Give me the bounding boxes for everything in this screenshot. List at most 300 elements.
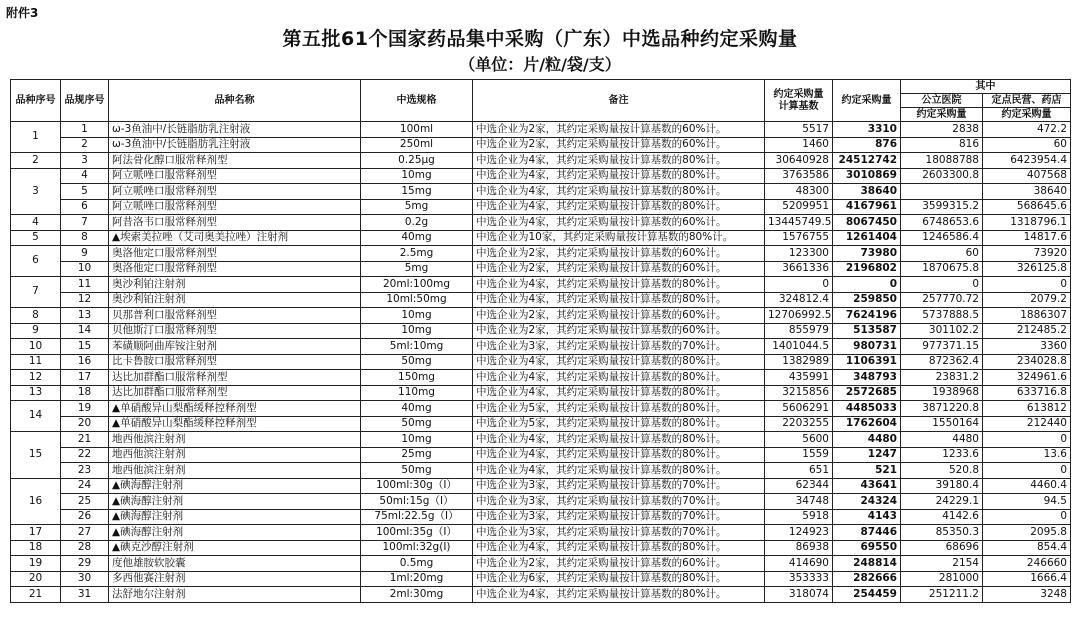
- cell-spec-no: 16: [61, 354, 109, 370]
- cell-variety-name: 达比加群酯口服常释剂型: [109, 370, 361, 386]
- procurement-table: [10, 79, 1071, 603]
- cell-agreed: 4485033: [833, 401, 901, 417]
- cell-spec: 100ml: [361, 122, 473, 138]
- table-row: [11, 137, 1071, 153]
- cell-variety-no: 13: [11, 385, 61, 401]
- header-spec: 中选规格: [361, 80, 473, 122]
- cell-remark: 中选企业为4家，其约定采购量按计算基数的80%计。: [473, 292, 765, 308]
- cell-base: 5209951: [765, 199, 833, 215]
- cell-variety-name: ▲单硝酸异山梨酯缓释控释剂型: [109, 416, 361, 432]
- table-row: [11, 494, 1071, 510]
- cell-remark: 中选企业为2家，其约定采购量按计算基数的60%计。: [473, 323, 765, 339]
- cell-variety-no: 9: [11, 323, 61, 339]
- cell-public: 301102.2: [901, 323, 983, 339]
- cell-agreed: 513587: [833, 323, 901, 339]
- cell-spec-no: 9: [61, 246, 109, 262]
- table-row: [11, 463, 1071, 479]
- cell-remark: 中选企业为4家，其约定采购量按计算基数的80%计。: [473, 168, 765, 184]
- cell-spec-no: 30: [61, 571, 109, 587]
- cell-public: 4142.6: [901, 509, 983, 525]
- cell-remark: 中选企业为4家，其约定采购量按计算基数的80%计。: [473, 370, 765, 386]
- cell-variety-name: 法舒地尔注射剂: [109, 587, 361, 603]
- cell-private: 73920: [983, 246, 1071, 262]
- cell-private: 234028.8: [983, 354, 1071, 370]
- cell-spec: 10mg: [361, 323, 473, 339]
- cell-variety-name: ω-3鱼油中/长链脂肪乳注射液: [109, 122, 361, 138]
- cell-private: 1318796.1: [983, 215, 1071, 231]
- cell-private: 326125.8: [983, 261, 1071, 277]
- cell-agreed: 4143: [833, 509, 901, 525]
- cell-spec-no: 17: [61, 370, 109, 386]
- cell-spec: 10mg: [361, 308, 473, 324]
- table-row: [11, 277, 1071, 293]
- cell-remark: 中选企业为3家，其约定采购量按计算基数的70%计。: [473, 509, 765, 525]
- cell-public: 251211.2: [901, 587, 983, 603]
- cell-spec-no: 18: [61, 385, 109, 401]
- cell-variety-no: 18: [11, 540, 61, 556]
- cell-base: 5918: [765, 509, 833, 525]
- cell-variety-name: 奥洛他定口服常释剂型: [109, 246, 361, 262]
- table-row: [11, 153, 1071, 169]
- cell-variety-no: 20: [11, 571, 61, 587]
- cell-spec: 40mg: [361, 230, 473, 246]
- cell-agreed: 43641: [833, 478, 901, 494]
- cell-private: 854.4: [983, 540, 1071, 556]
- cell-public: 3871220.8: [901, 401, 983, 417]
- cell-agreed: 254459: [833, 587, 901, 603]
- cell-spec: 25mg: [361, 447, 473, 463]
- cell-remark: 中选企业为2家，其约定采购量按计算基数的60%计。: [473, 137, 765, 153]
- cell-private: 472.2: [983, 122, 1071, 138]
- cell-private: 2079.2: [983, 292, 1071, 308]
- cell-variety-name: 达比加群酯口服常释剂型: [109, 385, 361, 401]
- cell-variety-name: 阿昔洛韦口服常释剂型: [109, 215, 361, 231]
- cell-private: 14817.6: [983, 230, 1071, 246]
- cell-variety-name: 多西他赛注射剂: [109, 571, 361, 587]
- cell-remark: 中选企业为3家，其约定采购量按计算基数的70%计。: [473, 525, 765, 541]
- cell-variety-name: ▲碘海醇注射剂: [109, 494, 361, 510]
- cell-base: 30640928: [765, 153, 833, 169]
- cell-base: 651: [765, 463, 833, 479]
- cell-base: 324812.4: [765, 292, 833, 308]
- cell-base: 1576755: [765, 230, 833, 246]
- cell-base: 86938: [765, 540, 833, 556]
- cell-private: 3360: [983, 339, 1071, 355]
- cell-remark: 中选企业为2家，其约定采购量按计算基数的60%计。: [473, 308, 765, 324]
- cell-variety-name: 度他雄胺软胶囊: [109, 556, 361, 572]
- cell-spec: 5mg: [361, 261, 473, 277]
- cell-variety-name: ▲单硝酸异山梨酯缓释控释剂型: [109, 401, 361, 417]
- cell-private: 0: [983, 432, 1071, 448]
- cell-spec-no: 31: [61, 587, 109, 603]
- cell-variety-name: ▲碘海醇注射剂: [109, 509, 361, 525]
- cell-remark: 中选企业为5家，其约定采购量按计算基数的80%计。: [473, 416, 765, 432]
- cell-public: 1233.6: [901, 447, 983, 463]
- cell-variety-no: 8: [11, 308, 61, 324]
- cell-spec: 100ml:30g（Ⅰ）: [361, 478, 473, 494]
- cell-agreed: 4480: [833, 432, 901, 448]
- header-variety-name: 品种名称: [109, 80, 361, 122]
- cell-public: 2838: [901, 122, 983, 138]
- cell-private: 3248: [983, 587, 1071, 603]
- cell-remark: 中选企业为4家，其约定采购量按计算基数的80%计。: [473, 540, 765, 556]
- cell-agreed: 348793: [833, 370, 901, 386]
- table-row: [11, 370, 1071, 386]
- table-row: [11, 525, 1071, 541]
- cell-remark: 中选企业为4家，其约定采购量按计算基数的60%计。: [473, 215, 765, 231]
- cell-remark: 中选企业为3家，其约定采购量按计算基数的70%计。: [473, 478, 765, 494]
- cell-public: 39180.4: [901, 478, 983, 494]
- table-row: [11, 447, 1071, 463]
- cell-private: 6423954.4: [983, 153, 1071, 169]
- cell-spec-no: 27: [61, 525, 109, 541]
- cell-base: 3763586: [765, 168, 833, 184]
- cell-base: 435991: [765, 370, 833, 386]
- cell-public: 1246586.4: [901, 230, 983, 246]
- header-private-line1: 定点民营、药店: [983, 94, 1071, 108]
- cell-variety-no: 11: [11, 354, 61, 370]
- cell-agreed: 3010869: [833, 168, 901, 184]
- attachment-label: 附件3: [6, 6, 39, 20]
- cell-public: 68696: [901, 540, 983, 556]
- cell-private: 2095.8: [983, 525, 1071, 541]
- cell-remark: 中选企业为4家，其约定采购量按计算基数的80%计。: [473, 277, 765, 293]
- cell-base: 0: [765, 277, 833, 293]
- cell-spec-no: 23: [61, 463, 109, 479]
- cell-spec: 2ml:30mg: [361, 587, 473, 603]
- cell-spec: 10mg: [361, 432, 473, 448]
- cell-agreed: 24512742: [833, 153, 901, 169]
- cell-private: 0: [983, 509, 1071, 525]
- cell-spec: 50ml:15g（Ⅰ）: [361, 494, 473, 510]
- cell-spec: 50mg: [361, 463, 473, 479]
- cell-remark: 中选企业为4家，其约定采购量按计算基数的80%计。: [473, 153, 765, 169]
- header-base-line1: 约定采购量: [773, 88, 824, 100]
- cell-private: 0: [983, 277, 1071, 293]
- cell-public: 520.8: [901, 463, 983, 479]
- cell-agreed: 8067450: [833, 215, 901, 231]
- header-of-which: 其中: [901, 80, 1071, 94]
- cell-spec-no: 28: [61, 540, 109, 556]
- cell-public: 23831.2: [901, 370, 983, 386]
- table-row: [11, 587, 1071, 603]
- cell-spec: 5mg: [361, 199, 473, 215]
- cell-public: 24229.1: [901, 494, 983, 510]
- cell-variety-name: 阿立哌唑口服常释剂型: [109, 199, 361, 215]
- cell-variety-name: ▲碘海醇注射剂: [109, 478, 361, 494]
- cell-variety-name: 阿立哌唑口服常释剂型: [109, 168, 361, 184]
- cell-agreed: 7624196: [833, 308, 901, 324]
- cell-base: 3215856: [765, 385, 833, 401]
- cell-agreed: 1106391: [833, 354, 901, 370]
- header-base: [765, 80, 833, 122]
- table-row: [11, 478, 1071, 494]
- cell-base: 5606291: [765, 401, 833, 417]
- cell-public: 0: [901, 277, 983, 293]
- cell-agreed: 69550: [833, 540, 901, 556]
- document-subtitle: （单位：片/粒/袋/支）: [459, 55, 621, 74]
- cell-public: 257770.72: [901, 292, 983, 308]
- cell-spec: 75ml:22.5g（Ⅰ）: [361, 509, 473, 525]
- cell-agreed: 38640: [833, 184, 901, 200]
- table-row: [11, 215, 1071, 231]
- cell-spec-no: 21: [61, 432, 109, 448]
- table-row: [11, 308, 1071, 324]
- cell-remark: 中选企业为4家，其约定采购量按计算基数的80%计。: [473, 447, 765, 463]
- header-base-line2: 计算基数: [778, 100, 819, 112]
- cell-private: 38640: [983, 184, 1071, 200]
- header-agreed: 约定采购量: [833, 80, 901, 122]
- cell-base: 62344: [765, 478, 833, 494]
- cell-public: 2154: [901, 556, 983, 572]
- cell-spec-no: 29: [61, 556, 109, 572]
- cell-variety-no: 10: [11, 339, 61, 355]
- cell-private: 212440: [983, 416, 1071, 432]
- cell-spec-no: 13: [61, 308, 109, 324]
- cell-variety-no: 7: [11, 277, 61, 308]
- cell-base: 318074: [765, 587, 833, 603]
- cell-spec-no: 2: [61, 137, 109, 153]
- cell-base: 1401044.5: [765, 339, 833, 355]
- cell-spec: 50mg: [361, 416, 473, 432]
- cell-remark: 中选企业为3家，其约定采购量按计算基数的70%计。: [473, 494, 765, 510]
- table-row: [11, 230, 1071, 246]
- cell-spec: 100ml:35g（Ⅰ）: [361, 525, 473, 541]
- table-row: [11, 556, 1071, 572]
- cell-private: 633716.8: [983, 385, 1071, 401]
- cell-private: 1666.4: [983, 571, 1071, 587]
- cell-spec-no: 12: [61, 292, 109, 308]
- cell-variety-name: 贝那普利口服常释剂型: [109, 308, 361, 324]
- cell-spec-no: 14: [61, 323, 109, 339]
- cell-private: 324961.6: [983, 370, 1071, 386]
- cell-private: 0: [983, 463, 1071, 479]
- cell-variety-name: 地西他滨注射剂: [109, 432, 361, 448]
- cell-variety-name: 阿立哌唑口服常释剂型: [109, 184, 361, 200]
- cell-base: 353333: [765, 571, 833, 587]
- cell-variety-no: 4: [11, 215, 61, 231]
- cell-spec-no: 11: [61, 277, 109, 293]
- cell-spec: 20ml:100mg: [361, 277, 473, 293]
- cell-variety-name: ▲碘海醇注射剂: [109, 525, 361, 541]
- cell-remark: 中选企业为4家，其约定采购量按计算基数的80%计。: [473, 184, 765, 200]
- cell-variety-name: 比卡鲁胺口服常释剂型: [109, 354, 361, 370]
- cell-variety-name: 贝他斯汀口服常释剂型: [109, 323, 361, 339]
- cell-public: 1938968: [901, 385, 983, 401]
- cell-variety-no: 2: [11, 153, 61, 169]
- header-public-line1: 公立医院: [901, 94, 983, 108]
- cell-remark: 中选企业为6家，其约定采购量按计算基数的80%计。: [473, 571, 765, 587]
- cell-variety-name: 地西他滨注射剂: [109, 463, 361, 479]
- cell-agreed: 87446: [833, 525, 901, 541]
- cell-variety-no: 15: [11, 432, 61, 479]
- cell-variety-name: ▲埃索美拉唑（艾司奥美拉唑）注射剂: [109, 230, 361, 246]
- cell-remark: 中选企业为4家，其约定采购量按计算基数的80%计。: [473, 432, 765, 448]
- cell-spec-no: 22: [61, 447, 109, 463]
- table-row: [11, 354, 1071, 370]
- table-row: [11, 122, 1071, 138]
- cell-base: 48300: [765, 184, 833, 200]
- cell-agreed: 3310: [833, 122, 901, 138]
- cell-variety-no: 12: [11, 370, 61, 386]
- cell-private: 613812: [983, 401, 1071, 417]
- table-row: [11, 184, 1071, 200]
- cell-remark: 中选企业为4家，其约定采购量按计算基数的80%计。: [473, 385, 765, 401]
- cell-remark: 中选企业为4家，其约定采购量按计算基数的80%计。: [473, 463, 765, 479]
- cell-spec: 250ml: [361, 137, 473, 153]
- cell-public: 816: [901, 137, 983, 153]
- cell-agreed: 4167961: [833, 199, 901, 215]
- cell-public: 1550164: [901, 416, 983, 432]
- cell-public: 5737888.5: [901, 308, 983, 324]
- cell-base: 124923: [765, 525, 833, 541]
- cell-variety-name: ω-3鱼油中/长链脂肪乳注射液: [109, 137, 361, 153]
- cell-remark: 中选企业为2家，其约定采购量按计算基数的60%计。: [473, 246, 765, 262]
- cell-variety-name: 苯磺顺阿曲库铵注射剂: [109, 339, 361, 355]
- cell-remark: 中选企业为4家，其约定采购量按计算基数的80%计。: [473, 354, 765, 370]
- cell-variety-no: 6: [11, 246, 61, 277]
- cell-public: 85350.3: [901, 525, 983, 541]
- cell-private: 212485.2: [983, 323, 1071, 339]
- cell-agreed: 876: [833, 137, 901, 153]
- cell-variety-name: 奥沙利铂注射剂: [109, 277, 361, 293]
- cell-spec-no: 5: [61, 184, 109, 200]
- table-row: [11, 323, 1071, 339]
- cell-base: 1460: [765, 137, 833, 153]
- cell-public: 1870675.8: [901, 261, 983, 277]
- cell-spec: 40mg: [361, 401, 473, 417]
- cell-agreed: 1762604: [833, 416, 901, 432]
- cell-remark: 中选企业为4家，其约定采购量按计算基数的80%计。: [473, 199, 765, 215]
- cell-variety-name: 奥洛他定口服常释剂型: [109, 261, 361, 277]
- cell-spec: 10mg: [361, 168, 473, 184]
- header-spec-no: 品规序号: [61, 80, 109, 122]
- cell-private: 60: [983, 137, 1071, 153]
- header-variety-no: 品种序号: [11, 80, 61, 122]
- cell-spec-no: 4: [61, 168, 109, 184]
- cell-spec: 0.2g: [361, 215, 473, 231]
- cell-private: 246660: [983, 556, 1071, 572]
- cell-public: 18088788: [901, 153, 983, 169]
- cell-variety-no: 14: [11, 401, 61, 432]
- table-row: [11, 385, 1071, 401]
- cell-base: 5517: [765, 122, 833, 138]
- cell-variety-name: 地西他滨注射剂: [109, 447, 361, 463]
- cell-variety-no: 3: [11, 168, 61, 215]
- cell-spec: 5ml:10mg: [361, 339, 473, 355]
- cell-base: 123300: [765, 246, 833, 262]
- cell-agreed: 24324: [833, 494, 901, 510]
- cell-variety-no: 19: [11, 556, 61, 572]
- cell-spec-no: 6: [61, 199, 109, 215]
- header-private-line2: 约定采购量: [983, 108, 1071, 122]
- table-row: [11, 339, 1071, 355]
- cell-agreed: 2196802: [833, 261, 901, 277]
- cell-base: 2203255: [765, 416, 833, 432]
- cell-private: 4460.4: [983, 478, 1071, 494]
- cell-spec-no: 8: [61, 230, 109, 246]
- cell-variety-name: ▲碘克沙醇注射剂: [109, 540, 361, 556]
- cell-agreed: 248814: [833, 556, 901, 572]
- table-row: [11, 416, 1071, 432]
- cell-remark: 中选企业为10家，其约定采购量按计算基数的80%计。: [473, 230, 765, 246]
- cell-variety-name: 奥沙利铂注射剂: [109, 292, 361, 308]
- table-row: [11, 509, 1071, 525]
- cell-spec: 2.5mg: [361, 246, 473, 262]
- cell-private: 568645.6: [983, 199, 1071, 215]
- cell-spec-no: 15: [61, 339, 109, 355]
- cell-agreed: 282666: [833, 571, 901, 587]
- cell-base: 3661336: [765, 261, 833, 277]
- cell-spec: 0.25μg: [361, 153, 473, 169]
- table-row: [11, 401, 1071, 417]
- cell-variety-no: 16: [11, 478, 61, 525]
- cell-public: 4480: [901, 432, 983, 448]
- table-row: [11, 246, 1071, 262]
- header-public-line2: 约定采购量: [901, 108, 983, 122]
- cell-remark: 中选企业为2家，其约定采购量按计算基数的60%计。: [473, 556, 765, 572]
- cell-spec: 0.5mg: [361, 556, 473, 572]
- cell-variety-no: 17: [11, 525, 61, 541]
- cell-spec-no: 7: [61, 215, 109, 231]
- cell-base: 12706992.5: [765, 308, 833, 324]
- table-row: [11, 540, 1071, 556]
- cell-variety-name: 阿法骨化醇口服常释剂型: [109, 153, 361, 169]
- table-row: [11, 199, 1071, 215]
- cell-remark: 中选企业为5家，其约定采购量按计算基数的80%计。: [473, 401, 765, 417]
- cell-spec-no: 1: [61, 122, 109, 138]
- cell-agreed: 521: [833, 463, 901, 479]
- cell-remark: 中选企业为2家，其约定采购量按计算基数的60%计。: [473, 122, 765, 138]
- cell-remark: 中选企业为3家，其约定采购量按计算基数的70%计。: [473, 339, 765, 355]
- cell-spec-no: 24: [61, 478, 109, 494]
- cell-private: 407568: [983, 168, 1071, 184]
- cell-spec: 15mg: [361, 184, 473, 200]
- table-row: [11, 168, 1071, 184]
- table-row: [11, 261, 1071, 277]
- cell-public: 872362.4: [901, 354, 983, 370]
- cell-agreed: 1261404: [833, 230, 901, 246]
- cell-variety-no: 5: [11, 230, 61, 246]
- cell-public: 6748653.6: [901, 215, 983, 231]
- document-title: 第五批61个国家药品集中采购（广东）中选品种约定采购量: [282, 28, 798, 50]
- cell-agreed: 1247: [833, 447, 901, 463]
- cell-private: 1886307: [983, 308, 1071, 324]
- cell-agreed: 73980: [833, 246, 901, 262]
- cell-private: 13.6: [983, 447, 1071, 463]
- cell-base: 13445749.5: [765, 215, 833, 231]
- cell-spec: 10ml:50mg: [361, 292, 473, 308]
- cell-spec-no: 25: [61, 494, 109, 510]
- cell-public: 281000: [901, 571, 983, 587]
- cell-base: 5600: [765, 432, 833, 448]
- cell-spec-no: 3: [61, 153, 109, 169]
- cell-spec: 50mg: [361, 354, 473, 370]
- cell-public: [901, 184, 983, 200]
- cell-spec: 100ml:32g(Ⅰ): [361, 540, 473, 556]
- cell-agreed: 0: [833, 277, 901, 293]
- cell-agreed: 2572685: [833, 385, 901, 401]
- cell-public: 977371.15: [901, 339, 983, 355]
- cell-private: 94.5: [983, 494, 1071, 510]
- cell-agreed: 980731: [833, 339, 901, 355]
- cell-spec: 110mg: [361, 385, 473, 401]
- cell-base: 1382989: [765, 354, 833, 370]
- table-row: [11, 571, 1071, 587]
- table-body: [11, 122, 1071, 603]
- cell-remark: 中选企业为4家，其约定采购量按计算基数的80%计。: [473, 587, 765, 603]
- cell-base: 1559: [765, 447, 833, 463]
